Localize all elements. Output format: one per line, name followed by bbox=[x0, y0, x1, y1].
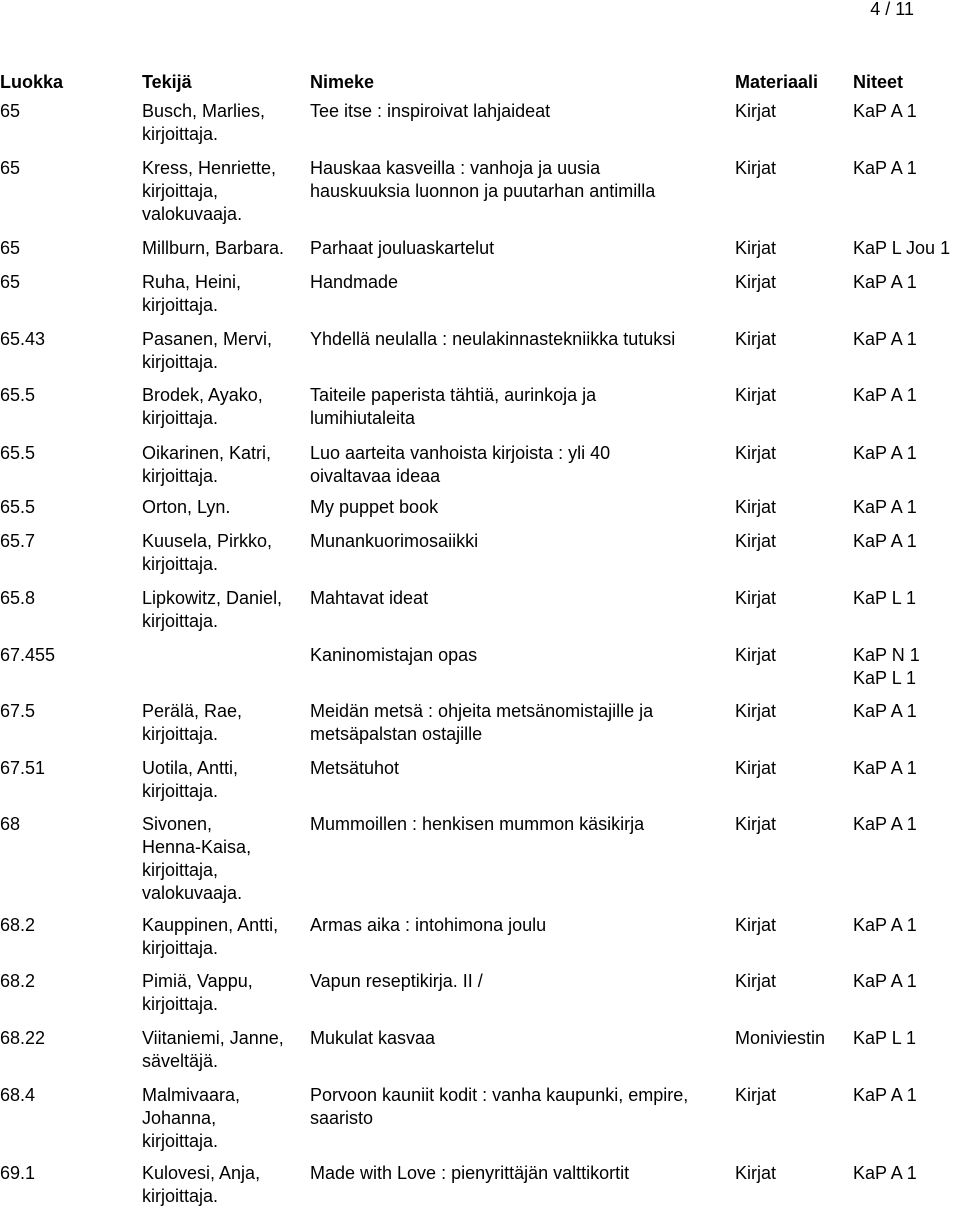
cell-niteet bbox=[853, 1162, 917, 1185]
cell-materiaali: Kirjat bbox=[735, 915, 777, 935]
cell-nimeke bbox=[310, 237, 494, 260]
cell-nimeke-line: Tee itse : inspiroivat lahjaideat bbox=[310, 101, 551, 121]
cell-materiaali: Kirjat bbox=[735, 588, 777, 608]
cell-luokka: 68.4 bbox=[0, 1085, 36, 1105]
cell-luokka: 67.455 bbox=[0, 645, 56, 665]
cell-tekija-line: kirjoittaja. bbox=[142, 781, 219, 801]
cell-luokka: 65.7 bbox=[0, 531, 36, 551]
cell-niteet-line: KaP L 1 bbox=[853, 1028, 917, 1048]
cell-tekija-line: Perälä, Rae, bbox=[142, 701, 243, 721]
cell-tekija-line: kirjoittaja, bbox=[142, 181, 219, 201]
header-nimeke: Nimeke bbox=[310, 72, 375, 92]
cell-luokka: 65.5 bbox=[0, 497, 36, 517]
cell-materiaali: Kirjat bbox=[735, 329, 777, 349]
header-niteet: Niteet bbox=[853, 72, 904, 92]
cell-tekija-line: Johanna, bbox=[142, 1108, 217, 1128]
cell-nimeke bbox=[310, 757, 399, 780]
cell-luokka: 65.8 bbox=[0, 588, 36, 608]
cell-materiaali: Kirjat bbox=[735, 758, 777, 778]
cell-niteet-line: KaP A 1 bbox=[853, 272, 917, 292]
cell-nimeke bbox=[310, 1084, 688, 1130]
cell-nimeke-line: Handmade bbox=[310, 272, 399, 292]
cell-niteet bbox=[853, 1084, 917, 1107]
cell-luokka: 65 bbox=[0, 238, 21, 258]
cell-tekija-line: Kuusela, Pirkko, bbox=[142, 531, 273, 551]
cell-niteet-line: KaP L 1 bbox=[853, 588, 917, 608]
cell-nimeke bbox=[310, 100, 550, 123]
cell-tekija-line: kirjoittaja. bbox=[142, 611, 219, 631]
cell-niteet bbox=[853, 813, 917, 836]
cell-niteet bbox=[853, 914, 917, 937]
cell-luokka: 67.51 bbox=[0, 758, 46, 778]
cell-tekija-line: Kulovesi, Anja, bbox=[142, 1163, 261, 1183]
cell-niteet-line: KaP A 1 bbox=[853, 443, 917, 463]
cell-materiaali: Kirjat bbox=[735, 497, 777, 517]
cell-materiaali: Moniviestin bbox=[735, 1028, 826, 1048]
cell-tekija-line: kirjoittaja. bbox=[142, 408, 219, 428]
cell-tekija bbox=[142, 1162, 260, 1208]
cell-tekija-line: Millburn, Barbara. bbox=[142, 238, 285, 258]
cell-tekija-line: kirjoittaja. bbox=[142, 295, 219, 315]
cell-tekija-line: Uotila, Antti, bbox=[142, 758, 239, 778]
cell-tekija bbox=[142, 813, 251, 905]
cell-niteet bbox=[853, 644, 920, 690]
cell-tekija-line: Pimiä, Vappu, bbox=[142, 971, 253, 991]
cell-nimeke-line: Mukulat kasvaa bbox=[310, 1028, 436, 1048]
header-materiaali: Materiaali bbox=[735, 72, 819, 92]
cell-nimeke-line: Kaninomistajan opas bbox=[310, 645, 478, 665]
cell-niteet-line: KaP L 1 bbox=[853, 668, 917, 688]
cell-tekija bbox=[142, 587, 282, 633]
page-number: 4 / 11 bbox=[870, 0, 914, 19]
cell-nimeke-line: Mahtavat ideat bbox=[310, 588, 429, 608]
cell-nimeke bbox=[310, 157, 655, 203]
cell-nimeke-line: Metsätuhot bbox=[310, 758, 400, 778]
cell-materiaali: Kirjat bbox=[735, 385, 777, 405]
cell-tekija bbox=[142, 700, 242, 746]
cell-materiaali: Kirjat bbox=[735, 645, 777, 665]
cell-materiaali: Kirjat bbox=[735, 443, 777, 463]
cell-niteet bbox=[853, 384, 917, 407]
cell-nimeke bbox=[310, 700, 653, 746]
cell-tekija-line: Orton, Lyn. bbox=[142, 497, 231, 517]
cell-nimeke bbox=[310, 914, 546, 937]
cell-tekija-line: kirjoittaja. bbox=[142, 554, 219, 574]
cell-tekija-line: Kress, Henriette, bbox=[142, 158, 277, 178]
cell-niteet-line: KaP A 1 bbox=[853, 1085, 917, 1105]
cell-luokka: 65.43 bbox=[0, 329, 46, 349]
cell-tekija bbox=[142, 384, 263, 430]
header-tekija: Tekijä bbox=[142, 72, 192, 92]
cell-materiaali: Kirjat bbox=[735, 158, 777, 178]
cell-tekija-line: valokuvaaja. bbox=[142, 883, 243, 903]
cell-nimeke bbox=[310, 271, 398, 294]
cell-tekija-line: Sivonen, bbox=[142, 814, 213, 834]
cell-tekija bbox=[142, 530, 272, 576]
cell-luokka: 65 bbox=[0, 101, 21, 121]
cell-tekija-line: Malmivaara, bbox=[142, 1085, 241, 1105]
cell-nimeke-line: Parhaat jouluaskartelut bbox=[310, 238, 495, 258]
cell-nimeke-line: Hauskaa kasveilla : vanhoja ja uusia bbox=[310, 158, 601, 178]
cell-nimeke-line: saaristo bbox=[310, 1108, 374, 1128]
cell-materiaali: Kirjat bbox=[735, 814, 777, 834]
cell-tekija-line: Brodek, Ayako, bbox=[142, 385, 263, 405]
cell-niteet-line: KaP A 1 bbox=[853, 497, 917, 517]
cell-niteet-line: KaP A 1 bbox=[853, 758, 917, 778]
cell-nimeke bbox=[310, 530, 478, 553]
cell-niteet-line: KaP A 1 bbox=[853, 101, 917, 121]
cell-materiaali: Kirjat bbox=[735, 101, 777, 121]
cell-materiaali: Kirjat bbox=[735, 1163, 777, 1183]
cell-tekija-line: valokuvaaja. bbox=[142, 204, 243, 224]
cell-luokka: 68.2 bbox=[0, 971, 36, 991]
cell-luokka: 69.1 bbox=[0, 1163, 36, 1183]
cell-niteet bbox=[853, 1027, 916, 1050]
cell-niteet-line: KaP A 1 bbox=[853, 1163, 917, 1183]
cell-tekija-line: kirjoittaja, bbox=[142, 860, 219, 880]
cell-tekija-line: kirjoittaja. bbox=[142, 124, 219, 144]
cell-nimeke-line: metsäpalstan ostajille bbox=[310, 724, 483, 744]
cell-tekija-line: Viitaniemi, Janne, bbox=[142, 1028, 284, 1048]
cell-tekija-line: Pasanen, Mervi, bbox=[142, 329, 273, 349]
cell-nimeke bbox=[310, 644, 477, 667]
cell-luokka: 65.5 bbox=[0, 385, 36, 405]
cell-niteet bbox=[853, 496, 917, 519]
cell-tekija-line: Kauppinen, Antti, bbox=[142, 915, 279, 935]
cell-niteet bbox=[853, 587, 916, 610]
cell-tekija bbox=[142, 496, 230, 519]
cell-niteet bbox=[853, 157, 917, 180]
cell-nimeke-line: Taiteile paperista tähtiä, aurinkoja ja bbox=[310, 385, 597, 405]
cell-tekija-line: Lipkowitz, Daniel, bbox=[142, 588, 283, 608]
cell-niteet-line: KaP A 1 bbox=[853, 158, 917, 178]
cell-luokka: 65 bbox=[0, 158, 21, 178]
cell-nimeke bbox=[310, 1162, 629, 1185]
cell-tekija bbox=[142, 1027, 284, 1073]
cell-niteet bbox=[853, 970, 917, 993]
cell-materiaali: Kirjat bbox=[735, 531, 777, 551]
cell-nimeke bbox=[310, 970, 483, 993]
cell-nimeke bbox=[310, 496, 438, 519]
cell-tekija-line: kirjoittaja. bbox=[142, 938, 219, 958]
cell-nimeke-line: oivaltavaa ideaa bbox=[310, 466, 441, 486]
cell-nimeke-line: Munankuorimosaiikki bbox=[310, 531, 479, 551]
cell-niteet-line: KaP A 1 bbox=[853, 915, 917, 935]
cell-niteet bbox=[853, 328, 917, 351]
cell-tekija-line: kirjoittaja. bbox=[142, 466, 219, 486]
cell-nimeke-line: Made with Love : pienyrittäjän valttikortit bbox=[310, 1163, 630, 1183]
cell-tekija-line: Ruha, Heini, bbox=[142, 272, 242, 292]
cell-nimeke-line: Meidän metsä : ohjeita metsänomistajille ja bbox=[310, 701, 654, 721]
cell-materiaali: Kirjat bbox=[735, 1085, 777, 1105]
cell-nimeke bbox=[310, 442, 610, 488]
cell-tekija-line: kirjoittaja. bbox=[142, 1131, 219, 1151]
cell-tekija bbox=[142, 757, 238, 803]
cell-niteet bbox=[853, 530, 917, 553]
cell-tekija bbox=[142, 970, 253, 1016]
cell-materiaali: Kirjat bbox=[735, 238, 777, 258]
cell-luokka: 68.2 bbox=[0, 915, 36, 935]
cell-nimeke bbox=[310, 813, 644, 836]
cell-luokka: 67.5 bbox=[0, 701, 36, 721]
cell-tekija-line: kirjoittaja. bbox=[142, 352, 219, 372]
cell-tekija bbox=[142, 100, 265, 146]
cell-tekija bbox=[142, 157, 276, 226]
cell-niteet bbox=[853, 100, 917, 123]
cell-tekija-line: Oikarinen, Katri, bbox=[142, 443, 272, 463]
cell-tekija-line: kirjoittaja. bbox=[142, 724, 219, 744]
cell-materiaali: Kirjat bbox=[735, 971, 777, 991]
cell-tekija-line: kirjoittaja. bbox=[142, 1186, 219, 1206]
cell-tekija bbox=[142, 271, 241, 317]
cell-niteet-line: KaP A 1 bbox=[853, 971, 917, 991]
cell-luokka: 68.22 bbox=[0, 1028, 46, 1048]
cell-nimeke bbox=[310, 328, 675, 351]
cell-luokka: 65 bbox=[0, 272, 21, 292]
cell-nimeke-line: hauskuuksia luonnon ja puutarhan antimilla bbox=[310, 181, 656, 201]
cell-tekija bbox=[142, 442, 271, 488]
cell-nimeke-line: Yhdellä neulalla : neulakinnastekniikka tutuksi bbox=[310, 329, 676, 349]
cell-niteet-line: KaP A 1 bbox=[853, 531, 917, 551]
cell-niteet bbox=[853, 271, 917, 294]
cell-niteet-line: KaP L Jou 1 bbox=[853, 238, 951, 258]
cell-nimeke bbox=[310, 587, 428, 610]
cell-niteet bbox=[853, 700, 917, 723]
header-luokka: Luokka bbox=[0, 72, 64, 92]
cell-tekija-line: Henna-Kaisa, bbox=[142, 837, 252, 857]
cell-tekija bbox=[142, 328, 272, 374]
cell-tekija bbox=[142, 914, 278, 960]
cell-tekija-line: kirjoittaja. bbox=[142, 994, 219, 1014]
cell-niteet-line: KaP A 1 bbox=[853, 329, 917, 349]
cell-tekija bbox=[142, 237, 284, 260]
cell-niteet bbox=[853, 442, 917, 465]
cell-niteet-line: KaP A 1 bbox=[853, 814, 917, 834]
cell-nimeke-line: Mummoillen : henkisen mummon käsikirja bbox=[310, 814, 645, 834]
cell-niteet-line: KaP A 1 bbox=[853, 701, 917, 721]
cell-nimeke bbox=[310, 384, 596, 430]
cell-nimeke-line: lumihiutaleita bbox=[310, 408, 416, 428]
cell-nimeke-line: Luo aarteita vanhoista kirjoista : yli 40 bbox=[310, 443, 611, 463]
cell-niteet-line: KaP N 1 bbox=[853, 645, 920, 665]
cell-luokka: 65.5 bbox=[0, 443, 36, 463]
cell-materiaali: Kirjat bbox=[735, 701, 777, 721]
cell-materiaali: Kirjat bbox=[735, 272, 777, 292]
cell-luokka: 68 bbox=[0, 814, 21, 834]
cell-tekija-line: Busch, Marlies, bbox=[142, 101, 266, 121]
cell-niteet-line: KaP A 1 bbox=[853, 385, 917, 405]
cell-nimeke bbox=[310, 1027, 435, 1050]
cell-niteet bbox=[853, 237, 950, 260]
cell-tekija-line: säveltäjä. bbox=[142, 1051, 219, 1071]
cell-nimeke-line: Vapun reseptikirja. II / bbox=[310, 971, 483, 991]
cell-niteet bbox=[853, 757, 917, 780]
cell-nimeke-line: Armas aika : intohimona joulu bbox=[310, 915, 547, 935]
cell-nimeke-line: Porvoon kauniit kodit : vanha kaupunki, empire, bbox=[310, 1085, 689, 1105]
cell-tekija bbox=[142, 1084, 240, 1153]
cell-nimeke-line: My puppet book bbox=[310, 497, 439, 517]
